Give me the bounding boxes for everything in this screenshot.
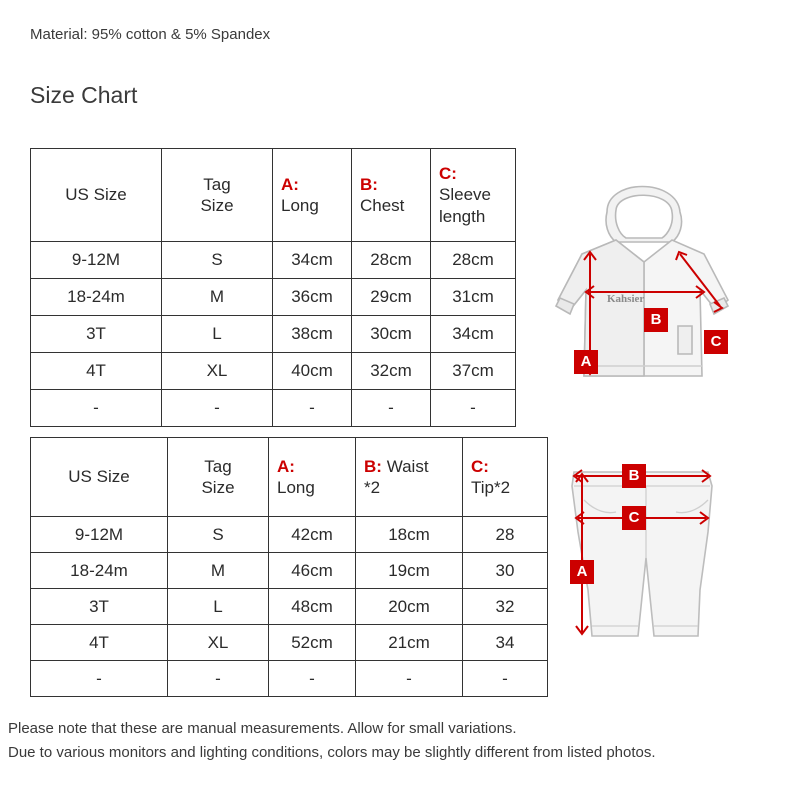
cell-us-size: 3T xyxy=(31,589,168,625)
pants-size-table xyxy=(30,437,548,697)
table-row xyxy=(31,390,516,427)
header-tag-size-line2: Size xyxy=(201,478,235,497)
jacket-drawing-svg xyxy=(512,150,772,410)
table-row xyxy=(31,625,548,661)
header-tag-size-line1: Tag xyxy=(204,456,232,476)
cell-us-size: 3T xyxy=(31,316,162,353)
cell-c: 30 xyxy=(463,553,548,589)
cell-a: 48cm xyxy=(269,589,356,625)
table-row xyxy=(31,553,548,589)
header-tag-size xyxy=(168,438,269,517)
jacket-illustration xyxy=(512,150,772,410)
cell-b: 19cm xyxy=(356,553,463,589)
header-a-label: A: xyxy=(277,456,295,476)
note-line-2: Due to various monitors and lighting conditions, colors may be slightly different from listed photos. xyxy=(8,744,656,761)
header-c-desc-1: Sleeve xyxy=(439,185,491,205)
cell-b: 30cm xyxy=(352,316,431,353)
table-row xyxy=(31,279,516,316)
cell-tag-size: S xyxy=(162,242,273,279)
header-us-size: US Size xyxy=(31,438,168,517)
marker-c: C xyxy=(704,330,728,354)
table-row xyxy=(31,353,516,390)
cell-us-size: 4T xyxy=(31,353,162,390)
cell-us-size: 9-12M xyxy=(31,517,168,553)
cell-b: 21cm xyxy=(356,625,463,661)
cell-tag-size: XL xyxy=(168,625,269,661)
cell-c: 28cm xyxy=(431,242,516,279)
marker-a: A xyxy=(574,350,598,374)
header-measure-a xyxy=(273,149,352,242)
cell-us-size: 18-24m xyxy=(31,553,168,589)
table-row xyxy=(31,661,548,697)
cell-a: 34cm xyxy=(273,242,352,279)
header-b-desc: Chest xyxy=(360,196,405,215)
header-measure-a xyxy=(269,438,356,517)
cell-b: - xyxy=(356,661,463,697)
cell-tag-size: - xyxy=(162,390,273,427)
header-tag-size-line1: Tag xyxy=(203,174,231,194)
marker-b: B xyxy=(622,464,646,488)
header-tag-size xyxy=(162,149,273,242)
marker-a: A xyxy=(570,560,594,584)
header-c-label: C: xyxy=(439,164,457,184)
marker-b: B xyxy=(644,308,668,332)
cell-a: 52cm xyxy=(269,625,356,661)
header-tag-size-line2: Size xyxy=(200,196,234,215)
note-line-1: Please note that these are manual measurements. Allow for small variations. xyxy=(8,720,517,737)
header-a-desc: Long xyxy=(277,478,315,497)
cell-b: - xyxy=(352,390,431,427)
cell-us-size: - xyxy=(31,390,162,427)
cell-us-size: 9-12M xyxy=(31,242,162,279)
header-b-label: B: xyxy=(360,174,378,194)
header-b-desc: Waist xyxy=(386,456,429,476)
header-c-label: C: xyxy=(471,456,489,476)
cell-b: 28cm xyxy=(352,242,431,279)
jacket-size-table-wrapper xyxy=(30,148,516,427)
jacket-size-table xyxy=(30,148,516,427)
table-header-row xyxy=(31,149,516,242)
header-b-desc-2: *2 xyxy=(364,478,381,497)
cell-us-size: 18-24m xyxy=(31,279,162,316)
header-a-label: A: xyxy=(281,174,299,194)
table-header-row xyxy=(31,438,548,517)
header-a-desc: Long xyxy=(281,196,319,215)
cell-c: 28 xyxy=(463,517,548,553)
cell-a: - xyxy=(269,661,356,697)
cell-c: 32 xyxy=(463,589,548,625)
header-us-size: US Size xyxy=(31,149,162,242)
header-measure-c xyxy=(431,149,516,242)
cell-a: 46cm xyxy=(269,553,356,589)
table-row xyxy=(31,242,516,279)
cell-c: 34 xyxy=(463,625,548,661)
cell-a: - xyxy=(273,390,352,427)
cell-c: - xyxy=(431,390,516,427)
cell-a: 40cm xyxy=(273,353,352,390)
marker-c: C xyxy=(622,506,646,530)
cell-a: 38cm xyxy=(273,316,352,353)
header-c-desc-2: length xyxy=(439,206,486,226)
cell-tag-size: L xyxy=(168,589,269,625)
page-title: Size Chart xyxy=(30,82,138,108)
cell-b: 20cm xyxy=(356,589,463,625)
cell-tag-size: M xyxy=(162,279,273,316)
cell-tag-size: - xyxy=(168,661,269,697)
header-b-label: B: xyxy=(364,456,382,476)
cell-b: 32cm xyxy=(352,353,431,390)
cell-tag-size: L xyxy=(162,316,273,353)
table-row xyxy=(31,316,516,353)
header-measure-b xyxy=(356,438,463,517)
cell-c: 31cm xyxy=(431,279,516,316)
table-row xyxy=(31,517,548,553)
cell-tag-size: XL xyxy=(162,353,273,390)
cell-us-size: - xyxy=(31,661,168,697)
cell-b: 29cm xyxy=(352,279,431,316)
cell-a: 36cm xyxy=(273,279,352,316)
header-measure-b xyxy=(352,149,431,242)
table-row xyxy=(31,589,548,625)
pants-size-table-wrapper xyxy=(30,437,548,697)
cell-b: 18cm xyxy=(356,517,463,553)
cell-a: 42cm xyxy=(269,517,356,553)
cell-tag-size: M xyxy=(168,553,269,589)
cell-c: 37cm xyxy=(431,353,516,390)
header-c-desc: Tip*2 xyxy=(471,478,511,497)
cell-c: 34cm xyxy=(431,316,516,353)
pants-illustration xyxy=(512,440,772,670)
brand-logo-text: Kahsier xyxy=(607,293,645,305)
material-description: Material: 95% cotton & 5% Spandex xyxy=(30,26,271,43)
cell-tag-size: S xyxy=(168,517,269,553)
cell-c: - xyxy=(463,661,548,697)
cell-us-size: 4T xyxy=(31,625,168,661)
